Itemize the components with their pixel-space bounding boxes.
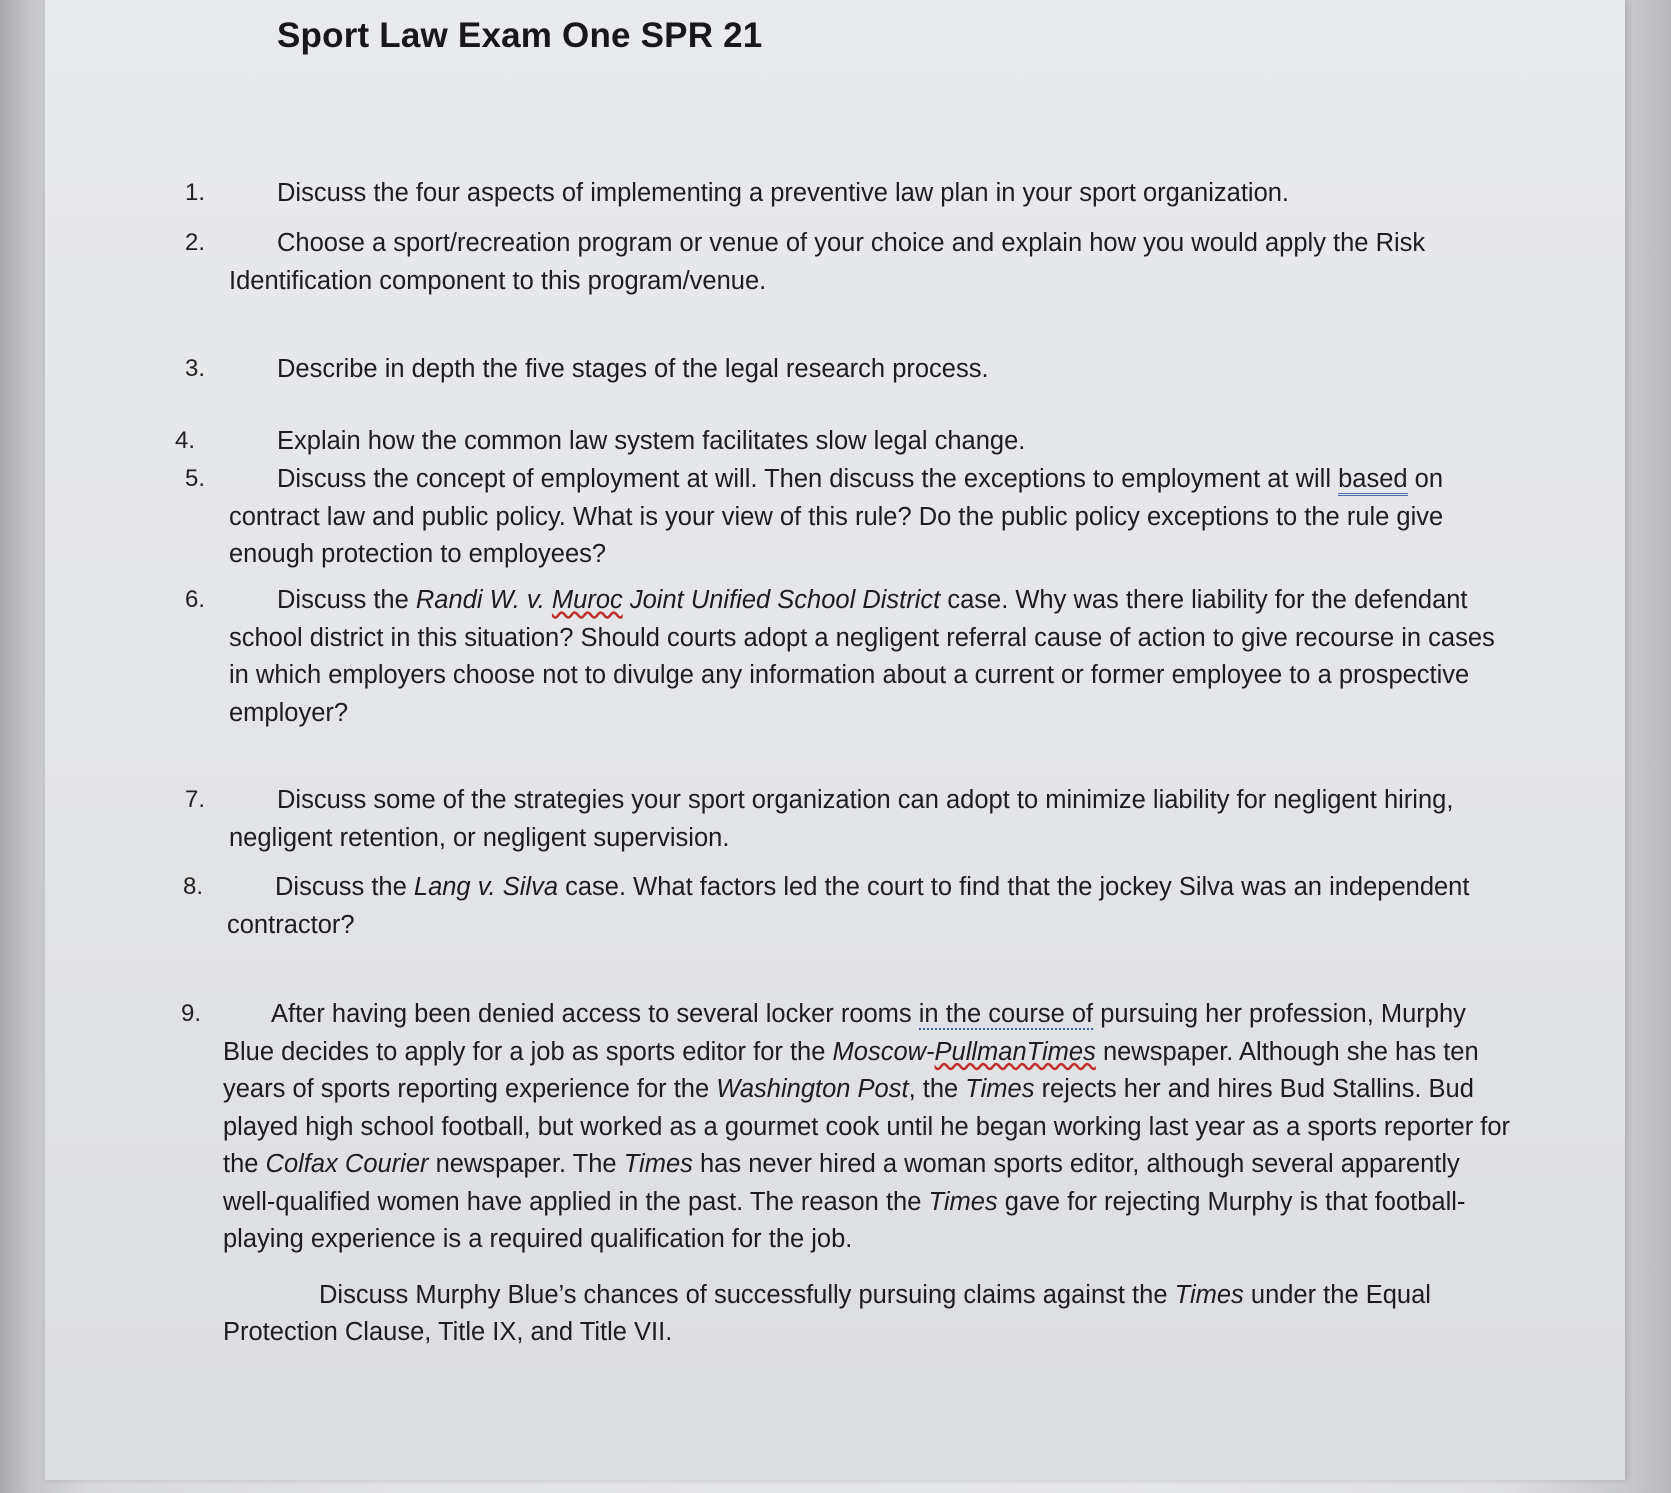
question-number: 3. — [185, 355, 206, 382]
question-text: Discuss the concept of employment at will. Then discuss the exceptions to employment at will based on contract law and public policy. What is your view of this rule? Do the public policy exceptions to the rule give enough protection to employees? — [229, 465, 1444, 568]
question-text: After having been denied access to several locker rooms in the course of pursuing her profession, Murphy Blue decides to apply for a job as sports editor for the Moscow-PullmanTimes newspaper. Although she has ten years of sports reporting experience for the Washington Post, the Times rejects her and hires Bud Stallins. Bud played high school football, but worked as a gourmet cook until he began working last year as a sports reporter for the Colfax Courier newspaper. The Times has never hired a woman sports editor, although several apparently well-qualified women have applied in the past. The reason the Times gave for rejecting Murphy is that football-playing experience is a required qualification for the job. — [223, 1000, 1511, 1253]
question-2 — [229, 225, 1429, 300]
grammar-flag: in the course of — [918, 1000, 1094, 1028]
question-4 — [229, 423, 1489, 461]
question-text: Discuss the four aspects of implementing a preventive law plan in your sport organization. — [277, 179, 1290, 207]
question-number: 6. — [185, 586, 206, 613]
underlined-word: based — [1338, 465, 1407, 496]
question-5 — [229, 461, 1499, 574]
question-number: 2. — [185, 229, 206, 256]
case-name: Randi W. v. Muroc Joint Unified School District — [415, 586, 941, 614]
newspaper-name: Times — [965, 1075, 1035, 1103]
spelling-flag: PullmanTimes — [934, 1037, 1096, 1066]
question-text: Explain how the common law system facilitates slow legal change. — [277, 427, 1026, 455]
exam-sheet — [45, 0, 1625, 1480]
question-text: Discuss some of the strategies your sport organization can adopt to minimize liability for negligent hiring, negligent retention, or negligent supervision. — [229, 786, 1454, 852]
question-7 — [229, 782, 1479, 857]
question-text: Discuss the Randi W. v. Muroc Joint Unified School District case. Why was there liability for the defendant school district in this situation? Should courts adopt a negligent referral cause of action to give recourse in cases in which employers choose not to divulge any information about a current or former employee to a prospective employer? — [229, 586, 1495, 727]
question-number: 4. — [175, 427, 196, 454]
spelling-flag: Muroc — [551, 586, 623, 614]
newspaper-name: Times — [623, 1150, 693, 1178]
newspaper-name: Moscow-PullmanTimes — [832, 1037, 1096, 1066]
newspaper-name: Times — [928, 1187, 998, 1216]
question-text: Choose a sport/recreation program or venue of your choice and explain how you would apply the Risk Identification component to this program/venue. — [229, 229, 1426, 295]
question-number: 9. — [181, 1000, 202, 1027]
page-title: Sport Law Exam One SPR 21 — [277, 16, 763, 55]
question-3 — [229, 351, 1489, 389]
question-number: 1. — [185, 179, 206, 206]
question-number: 8. — [183, 873, 204, 900]
newspaper-name: Washington Post — [716, 1075, 909, 1103]
newspaper-name: Colfax Courier — [265, 1150, 429, 1178]
question-6 — [229, 582, 1499, 732]
newspaper-name: Times — [1174, 1280, 1244, 1309]
question-9 — [223, 996, 1513, 1352]
question-1 — [229, 175, 1489, 213]
question-text: Describe in depth the five stages of the legal research process. — [277, 355, 989, 383]
question-number: 5. — [185, 465, 206, 492]
question-prompt: Discuss Murphy Blue’s chances of successfully pursuing claims against the Times under the Equal Protection Clause, Title IX, and Title VII. — [223, 1280, 1431, 1346]
question-number: 7. — [185, 786, 206, 813]
case-name: Lang v. Silva — [413, 873, 559, 901]
question-8 — [227, 869, 1497, 944]
question-text: Discuss the Lang v. Silva case. What factors led the court to find that the jockey Silva was an independent contractor? — [227, 873, 1470, 939]
